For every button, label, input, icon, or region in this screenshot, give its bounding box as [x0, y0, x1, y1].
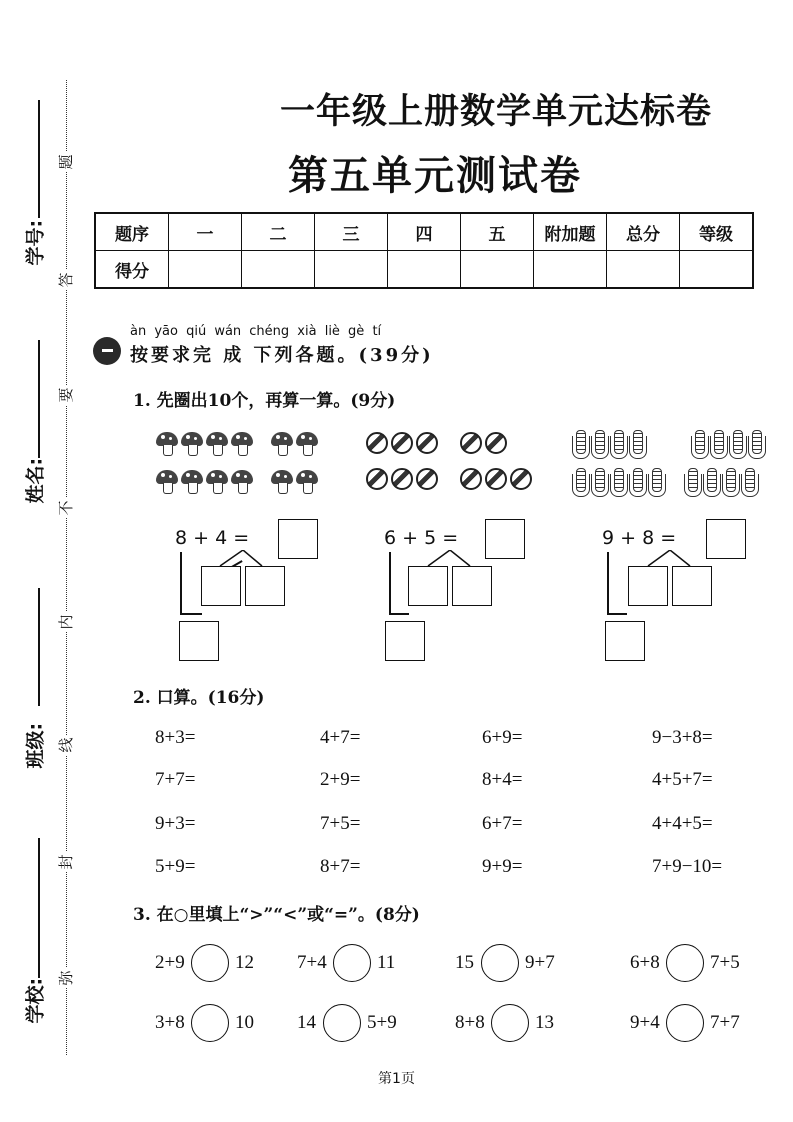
mushroom-icon	[156, 470, 178, 494]
cut-char: 内	[56, 612, 76, 632]
score-cell[interactable]	[461, 251, 534, 289]
score-header-cell: 一	[169, 213, 242, 251]
id-underline	[38, 100, 40, 218]
ball-group	[366, 432, 507, 454]
compare-right: 10	[235, 1012, 254, 1033]
school-label: 学校:	[24, 977, 47, 1024]
corn-icon	[591, 428, 607, 458]
sum-box[interactable]	[385, 621, 425, 661]
cut-char: 封	[56, 852, 76, 872]
section-title: 按要求完 成 下列各题。(39分)	[130, 345, 434, 366]
split-line	[180, 552, 182, 614]
corn-icon	[629, 466, 645, 496]
arithmetic-item: 8+7=	[320, 856, 361, 877]
decompose-box[interactable]	[672, 566, 712, 606]
split-line	[389, 613, 409, 615]
name-label: 姓名:	[24, 457, 47, 504]
compare-left: 3+8	[155, 1012, 185, 1033]
corn-icon	[572, 428, 588, 458]
ball-icon	[416, 468, 438, 490]
ball-group	[366, 468, 532, 490]
answer-box[interactable]	[706, 519, 746, 559]
addition-equation: 9 + 8 =	[602, 527, 677, 549]
compare-right: 12	[235, 952, 254, 973]
mushroom-icon	[296, 470, 318, 494]
corn-icon	[684, 466, 700, 496]
compare-circle[interactable]	[666, 1004, 704, 1042]
ball-icon	[485, 432, 507, 454]
score-header-cell: 二	[242, 213, 315, 251]
score-cell[interactable]	[680, 251, 754, 289]
score-header-cell: 三	[315, 213, 388, 251]
arithmetic-item: 9+9=	[482, 856, 523, 877]
cut-line	[66, 80, 67, 1055]
student-id-label: 学号:	[24, 219, 47, 266]
mushroom-icon	[231, 432, 253, 456]
compare-circle[interactable]	[191, 944, 229, 982]
compare-left: 7+4	[297, 952, 327, 973]
decompose-box[interactable]	[408, 566, 448, 606]
arithmetic-item: 7+5=	[320, 813, 361, 834]
score-header-row	[95, 213, 753, 251]
cut-char: 线	[56, 735, 76, 755]
page-number: 第1页	[378, 1071, 415, 1087]
sum-box[interactable]	[179, 621, 219, 661]
ball-icon	[391, 468, 413, 490]
score-cell[interactable]	[388, 251, 461, 289]
arithmetic-item: 9−3+8=	[652, 727, 713, 748]
compare-circle[interactable]	[491, 1004, 529, 1042]
sum-box[interactable]	[605, 621, 645, 661]
question-1-title: 1. 先圈出10个，再算一算。(9分)	[133, 391, 396, 411]
corn-icon	[703, 466, 719, 496]
question-3-title: 3. 在○里填上“>”“<”或“=”。(8分)	[133, 905, 420, 925]
compare-left: 8+8	[455, 1012, 485, 1033]
compare-right: 7+5	[710, 952, 740, 973]
compare-right: 5+9	[367, 1012, 397, 1033]
score-header-cell: 四	[388, 213, 461, 251]
corn-icon	[610, 428, 626, 458]
corn-group	[572, 428, 764, 458]
mushroom-icon	[206, 470, 228, 494]
decompose-box[interactable]	[628, 566, 668, 606]
split-line	[607, 613, 627, 615]
compare-circle[interactable]	[191, 1004, 229, 1042]
section-pinyin: àn yāo qiú wán chéng xià liè gè tí	[130, 324, 382, 339]
name-underline	[38, 340, 40, 458]
cut-char: 答	[56, 270, 76, 290]
score-header-cell: 总分	[607, 213, 680, 251]
compare-right: 11	[377, 952, 396, 973]
split-line	[389, 552, 391, 614]
arithmetic-item: 7+7=	[155, 769, 196, 790]
corn-icon	[629, 428, 645, 458]
corn-group	[572, 466, 757, 496]
mushroom-group	[156, 470, 318, 494]
decompose-box[interactable]	[452, 566, 492, 606]
answer-box[interactable]	[485, 519, 525, 559]
mushroom-icon	[156, 432, 178, 456]
compare-left: 14	[297, 1012, 316, 1033]
school-underline	[38, 838, 40, 978]
split-line	[180, 613, 202, 615]
compare-circle[interactable]	[333, 944, 371, 982]
ball-icon	[366, 432, 388, 454]
score-header-cell: 五	[461, 213, 534, 251]
score-header-cell: 附加题	[534, 213, 607, 251]
compare-left: 6+8	[630, 952, 660, 973]
ball-icon	[366, 468, 388, 490]
mushroom-group	[156, 432, 318, 456]
arithmetic-item: 4+5+7=	[652, 769, 713, 790]
class-label: 班级:	[24, 722, 47, 769]
compare-right: 9+7	[525, 952, 555, 973]
arithmetic-item: 8+4=	[482, 769, 523, 790]
cut-char: 弥	[56, 968, 76, 988]
arithmetic-item: 8+3=	[155, 727, 196, 748]
mushroom-icon	[271, 470, 293, 494]
corn-icon	[610, 466, 626, 496]
split-line	[607, 552, 609, 614]
corn-icon	[710, 428, 726, 458]
compare-circle[interactable]	[666, 944, 704, 982]
compare-circle[interactable]	[481, 944, 519, 982]
arithmetic-item: 9+3=	[155, 813, 196, 834]
addition-equation: 6 + 5 =	[384, 527, 459, 549]
ball-icon	[416, 432, 438, 454]
mushroom-icon	[181, 432, 203, 456]
corn-icon	[748, 428, 764, 458]
arithmetic-item: 5+9=	[155, 856, 196, 877]
score-header-cell: 题序	[95, 213, 169, 251]
arithmetic-item: 2+9=	[320, 769, 361, 790]
corn-icon	[691, 428, 707, 458]
page-title: 一年级上册数学单元达标卷	[280, 92, 713, 132]
arithmetic-item: 4+4+5=	[652, 813, 713, 834]
corn-icon	[572, 466, 588, 496]
cut-char: 要	[56, 385, 76, 405]
ball-icon	[460, 468, 482, 490]
mushroom-icon	[296, 432, 318, 456]
ball-icon	[510, 468, 532, 490]
compare-left: 9+4	[630, 1012, 660, 1033]
ball-icon	[460, 432, 482, 454]
decompose-box[interactable]	[201, 566, 241, 606]
mushroom-icon	[181, 470, 203, 494]
answer-box[interactable]	[278, 519, 318, 559]
cut-char: 不	[56, 498, 76, 518]
score-row-label: 得分	[95, 251, 169, 289]
page-subtitle: 第五单元测试卷	[288, 153, 582, 199]
arithmetic-item: 6+9=	[482, 727, 523, 748]
score-cell[interactable]	[534, 251, 607, 289]
corn-icon	[648, 466, 664, 496]
score-cell[interactable]	[607, 251, 680, 289]
corn-icon	[741, 466, 757, 496]
class-underline	[38, 588, 40, 706]
corn-icon	[591, 466, 607, 496]
question-2-title: 2. 口算。(16分)	[133, 688, 265, 708]
score-cell[interactable]	[315, 251, 388, 289]
compare-left: 2+9	[155, 952, 185, 973]
corn-icon	[729, 428, 745, 458]
score-value-row	[95, 251, 753, 289]
cut-char: 题	[56, 152, 76, 172]
arithmetic-item: 7+9−10=	[652, 856, 723, 877]
ball-icon	[391, 432, 413, 454]
arithmetic-item: 4+7=	[320, 727, 361, 748]
mushroom-icon	[231, 470, 253, 494]
mushroom-icon	[271, 432, 293, 456]
score-header-cell: 等级	[680, 213, 754, 251]
corn-icon	[722, 466, 738, 496]
arithmetic-item: 6+7=	[482, 813, 523, 834]
ball-icon	[485, 468, 507, 490]
section-number-icon	[93, 337, 121, 365]
compare-left: 15	[455, 952, 474, 973]
mushroom-icon	[206, 432, 228, 456]
score-table	[94, 212, 754, 289]
score-cell[interactable]	[242, 251, 315, 289]
compare-circle[interactable]	[323, 1004, 361, 1042]
decompose-box[interactable]	[245, 566, 285, 606]
score-cell[interactable]	[169, 251, 242, 289]
compare-right: 7+7	[710, 1012, 740, 1033]
addition-equation: 8 + 4 =	[175, 527, 250, 549]
compare-right: 13	[535, 1012, 554, 1033]
